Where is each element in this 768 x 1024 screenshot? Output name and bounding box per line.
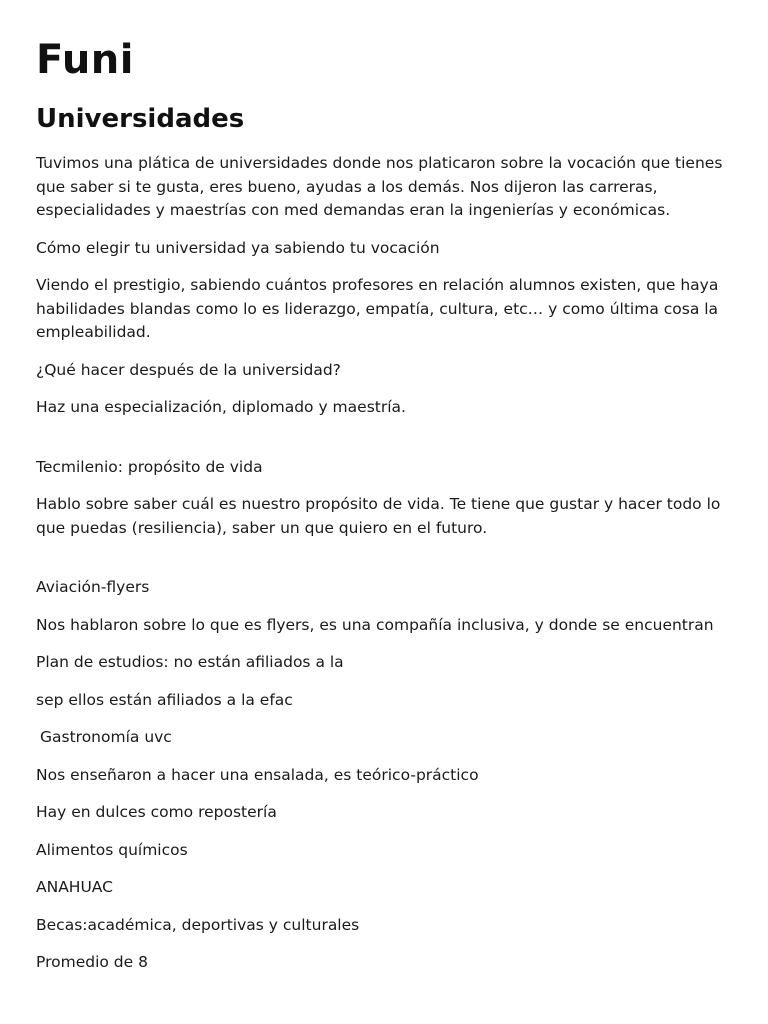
page-title: Funi xyxy=(36,37,134,83)
paragraph-study-plan: Plan de estudios: no están afiliados a la xyxy=(36,653,344,671)
spacer xyxy=(36,554,726,576)
section-heading: Universidades xyxy=(36,104,245,134)
paragraph-choose-university: Cómo elegir tu universidad ya sabiendo tu vocación xyxy=(36,238,440,257)
paragraph-food-chemistry: Alimentos químicos xyxy=(36,840,188,859)
paragraph-prestige: Viendo el prestigio, sabiendo cuántos profesores en relación alumnos existen, que haya habilidades blandas como lo es liderazgo, empatía, cultura, etc… y como última cosa la empleabilidad. xyxy=(36,276,719,341)
spacer xyxy=(36,434,726,456)
paragraph-life-purpose: Hablo sobre saber cuál es nuestro propósito de vida. Te tiene que gustar y hacer todo lo que puedas (resiliencia), saber un que quiero en el futuro. xyxy=(36,495,721,537)
paragraph-intro: Tuvimos una plática de universidades donde nos platicaron sobre la vocación que tienes que saber si te gusta, eres bueno, ayudas a los demás. Nos dijeron las carreras, especialidades y maestrías con med demandas eran la ingenierías y económicas. xyxy=(36,154,723,219)
paragraph-after-university-question: ¿Qué hacer después de la universidad? xyxy=(36,360,341,379)
paragraph-pastry: Hay en dulces como repostería xyxy=(36,803,277,821)
paragraph-flyers: Nos hablaron sobre lo que es flyers, es una compañía inclusiva, y donde se encuentran xyxy=(36,615,714,634)
paragraph-tecmilenio: Tecmilenio: propósito de vida xyxy=(36,457,263,476)
paragraph-salad: Nos enseñaron a hacer una ensalada, es teórico-práctico xyxy=(36,765,479,784)
paragraph-gastronomy: Gastronomía uvc xyxy=(40,728,172,746)
paragraph-scholarships: Becas:académica, deportivas y culturales xyxy=(36,915,360,934)
paragraph-sep: sep ellos están afiliados a la efac xyxy=(36,690,293,709)
document-body xyxy=(36,152,726,989)
paragraph-aviation: Aviación-flyers xyxy=(36,578,150,596)
paragraph-anahuac: ANAHUAC xyxy=(36,878,113,896)
paragraph-average: Promedio de 8 xyxy=(36,953,148,971)
paragraph-specialization: Haz una especialización, diplomado y maestría. xyxy=(36,398,406,416)
